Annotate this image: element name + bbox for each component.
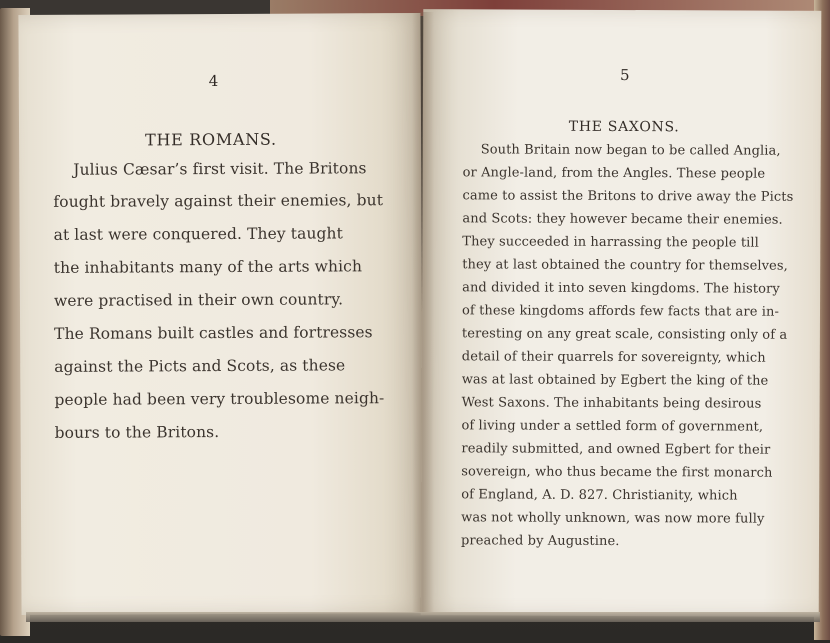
- right-text-line: was not wholly unknown, was now more fully: [461, 510, 765, 527]
- left-text-line: Julius Cæsar’s first visit. The Britons: [73, 159, 367, 179]
- right-text-line: was at last obtained by Egbert the king of the: [461, 372, 769, 389]
- left-page: [18, 13, 423, 615]
- right-text-line: came to assist the Britons to drive away the Picts: [462, 188, 794, 205]
- left-text-line: against the Picts and Scots, as these: [54, 356, 346, 376]
- left-text-line: people had been very troublesome neigh-: [54, 389, 385, 409]
- right-text-line: They succeeded in harrassing the people till: [462, 234, 759, 251]
- left-text-line: bours to the Britons.: [54, 423, 220, 442]
- left-page-number: 4: [208, 72, 219, 91]
- left-text-line: the inhabitants many of the arts which: [53, 257, 363, 277]
- right-text-line: they at last obtained the country for themselves,: [462, 257, 788, 274]
- right-text-line: teresting on any great scale, consisting only of a: [461, 326, 788, 343]
- right-text-line: detail of their quarrels for sovereignty, which: [461, 349, 766, 366]
- right-text-line: readily submitted, and owned Egbert for their: [461, 441, 771, 458]
- right-text-line: of these kingdoms affords few facts that are in-: [461, 303, 780, 320]
- right-text-line: and divided it into seven kingdoms. The history: [462, 280, 780, 297]
- right-text-line: and Scots: they however became their enemies.: [462, 211, 783, 228]
- right-page-text: [421, 9, 822, 617]
- right-page-number: 5: [619, 65, 630, 85]
- left-text-line: fought bravely against their enemies, but: [53, 191, 384, 211]
- right-text-line: preached by Augustine.: [460, 533, 620, 549]
- right-text-line: of England, A. D. 827. Christianity, which: [461, 487, 738, 504]
- right-text-line: or Angle-land, from the Angles. These people: [462, 165, 766, 182]
- book-bottom-edge: [26, 612, 820, 622]
- left-text-line: at last were conquered. They taught: [53, 224, 343, 244]
- left-page-title: THE ROMANS.: [145, 129, 277, 150]
- right-page: [421, 9, 822, 617]
- left-text-line: were practised in their own country.: [53, 290, 344, 310]
- right-text-line: South Britain now began to be called Anglia,: [480, 142, 781, 159]
- left-text-line: The Romans built castles and fortresses: [54, 323, 373, 343]
- right-text-line: sovereign, who thus became the first monarch: [461, 464, 773, 481]
- left-page-text: [18, 13, 423, 615]
- right-text-line: West Saxons. The inhabitants being desirous: [461, 395, 762, 412]
- right-page-title: THE SAXONS.: [568, 118, 680, 136]
- right-text-line: of living under a settled form of government,: [461, 418, 764, 435]
